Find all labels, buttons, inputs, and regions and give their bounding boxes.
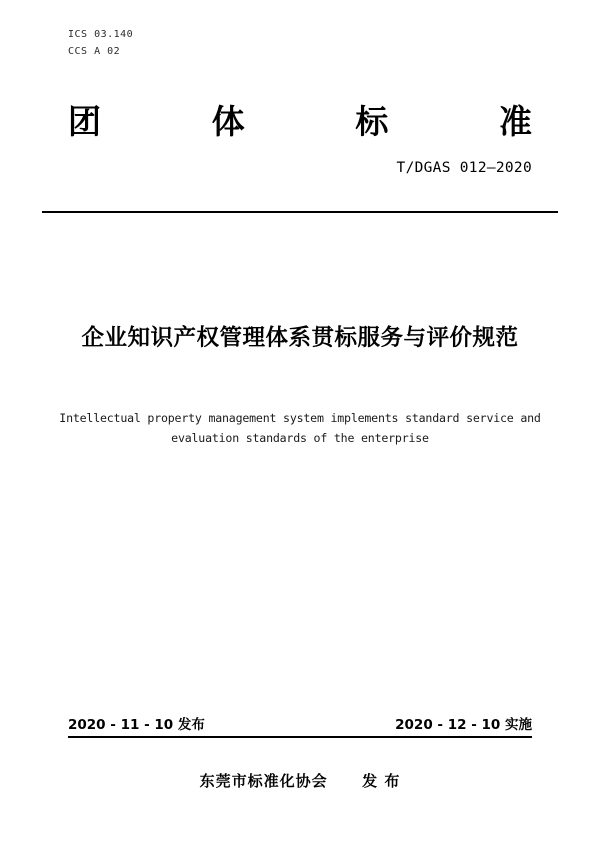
banner-title	[68, 102, 532, 142]
ics-code: ICS 03.140	[68, 29, 134, 40]
publisher-suffix: 发 布	[362, 772, 401, 790]
banner-char-1: 团	[68, 102, 101, 141]
document-title-english	[52, 408, 548, 448]
banner-char-4: 准	[498, 102, 532, 141]
banner-char-2: 体	[211, 102, 245, 141]
banner-char-3: 标	[355, 102, 389, 141]
publisher-name: 东莞市标准化协会	[199, 772, 328, 790]
ccs-code: CCS A 02	[68, 46, 121, 57]
footer-divider	[68, 736, 532, 738]
document-title-english-line-2: evaluation standards of the enterprise	[171, 431, 429, 445]
header-divider	[42, 211, 558, 213]
publisher-row	[68, 770, 532, 791]
effective-date: 2020 - 12 - 10 实施	[395, 717, 532, 733]
document-title-english-line-1: Intellectual property management system implements standard service and	[59, 411, 541, 425]
classification-codes	[68, 26, 133, 60]
document-title-chinese: 企业知识产权管理体系贯标服务与评价规范	[81, 325, 519, 351]
standard-number: T/DGAS 012—2020	[396, 160, 532, 176]
issue-date: 2020 - 11 - 10 发布	[68, 717, 205, 733]
date-row	[68, 713, 532, 733]
